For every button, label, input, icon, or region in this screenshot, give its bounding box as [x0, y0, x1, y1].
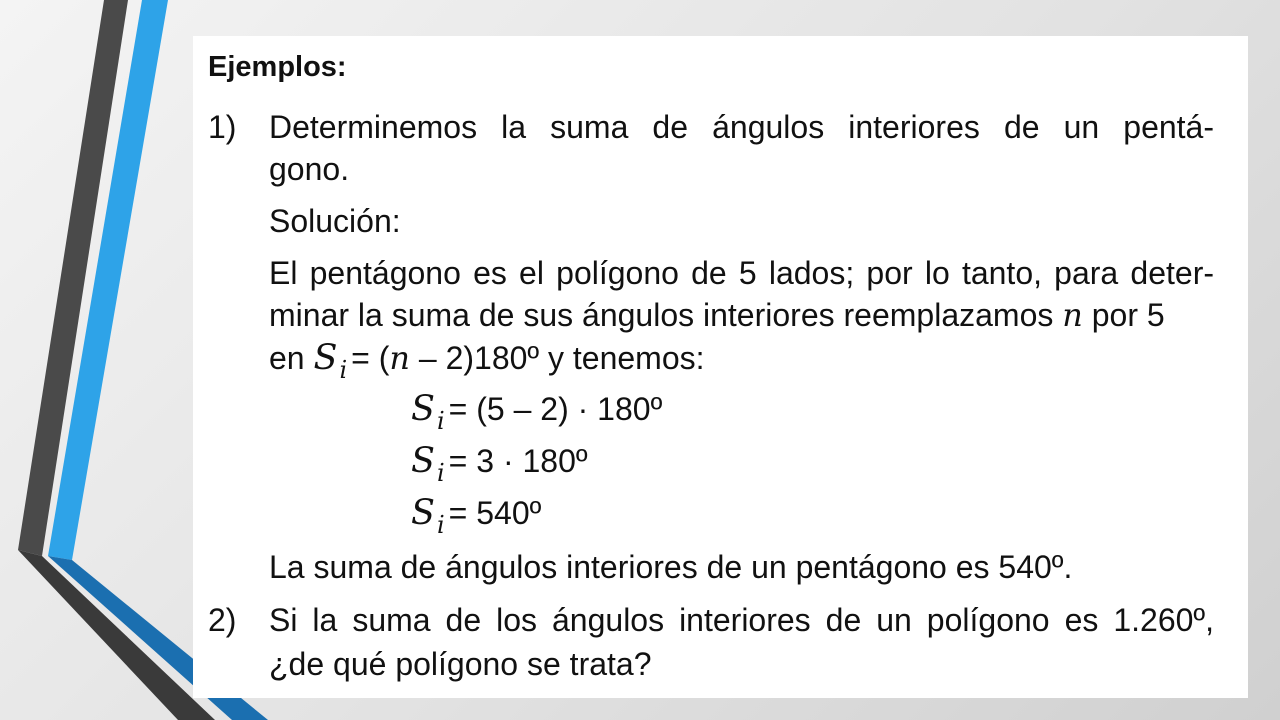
equation-step-3 — [411, 493, 542, 539]
equation-rhs: = 3 · 180º — [448, 443, 588, 479]
paragraph-text: en — [269, 340, 305, 376]
equation-step-1 — [411, 389, 663, 435]
example-1-statement-line1: Determinemos la suma de ángulos interiores de un pentá- — [269, 109, 1214, 145]
paragraph-text: por 5 — [1091, 297, 1165, 333]
variable-n: n — [1062, 296, 1083, 334]
solution-label: Solución: — [269, 203, 401, 239]
formula-variable-n: n — [389, 339, 410, 377]
document — [193, 36, 1248, 698]
examples-heading: Ejemplos: — [208, 51, 347, 83]
equation-rhs: = (5 – 2) · 180º — [448, 391, 663, 427]
formula-subscript: i — [339, 356, 348, 384]
formula-symbol-s: S — [313, 338, 338, 378]
solution-paragraph-line3 — [269, 338, 705, 384]
formula-subscript: i — [436, 459, 445, 487]
formula-subscript: i — [436, 407, 445, 435]
equation-step-2 — [411, 441, 588, 487]
formula-symbol-s: S — [411, 389, 435, 429]
formula-subscript: i — [436, 511, 445, 539]
formula-text: – 2)180º — [418, 340, 540, 376]
example-2-number: 2) — [208, 602, 237, 638]
formula-text: = ( — [351, 340, 390, 376]
solution-paragraph-line2 — [269, 296, 1165, 334]
solution-paragraph-line1: El pentágono es el polígono de 5 lados; por lo tanto, para deter- — [269, 255, 1214, 291]
example-2-statement-line2: ¿de qué polígono se trata? — [269, 646, 652, 682]
formula-symbol-s: S — [411, 493, 435, 533]
paragraph-text: y tenemos: — [548, 340, 705, 376]
example-1-statement-line2: gono. — [269, 151, 350, 187]
example-1-conclusion: La suma de ángulos interiores de un pentágono es 540º. — [269, 549, 1073, 585]
dark-stripe-lower — [18, 550, 215, 720]
equation-rhs: = 540º — [448, 495, 542, 531]
example-2-statement-line1: Si la suma de los ángulos interiores de un polígono es 1.260º, — [269, 602, 1214, 638]
paragraph-text: minar la suma de sus ángulos interiores reemplazamos — [269, 297, 1054, 333]
formula-symbol-s: S — [411, 441, 435, 481]
content-card — [193, 36, 1248, 698]
example-1-number: 1) — [208, 109, 237, 145]
